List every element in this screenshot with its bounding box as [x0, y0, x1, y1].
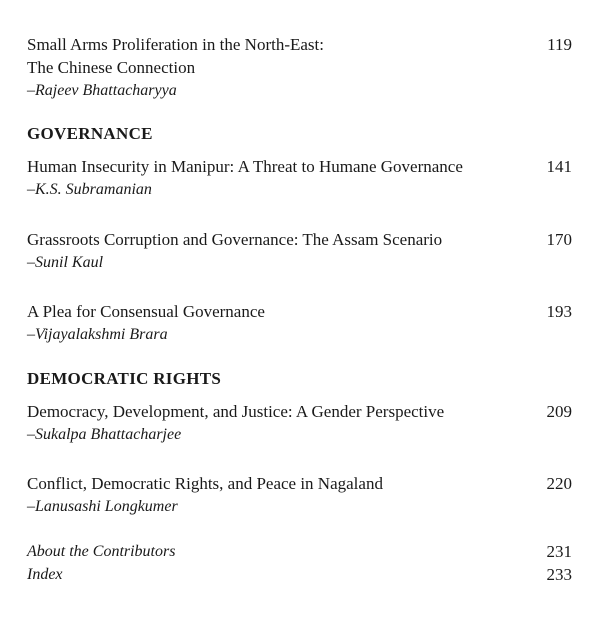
toc-entry-human-insecurity	[27, 155, 572, 201]
section-heading-democratic-rights: DEMOCRATIC RIGHTS	[27, 369, 222, 388]
backmatter-page-number: 233	[546, 565, 572, 584]
toc-entry-grassroots-corruption	[27, 228, 572, 274]
toc-entry-democracy-development	[27, 400, 572, 446]
backmatter-label: About the Contributors	[27, 543, 176, 560]
entry-title-line-1: Small Arms Proliferation in the North-East:	[27, 35, 324, 54]
entry-title: Conflict, Democratic Rights, and Peace in Nagaland	[27, 474, 383, 493]
section-heading-governance: GOVERNANCE	[27, 124, 153, 143]
entry-author: –Vijayalakshmi Brara	[27, 326, 168, 343]
backmatter-label: Index	[27, 566, 63, 583]
entry-author: –Sunil Kaul	[27, 254, 104, 271]
toc-entry-conflict-nagaland	[27, 472, 572, 518]
entry-title: Grassroots Corruption and Governance: The Assam Scenario	[27, 230, 443, 249]
entry-title-line-2: The Chinese Connection	[27, 58, 196, 77]
entry-page-number: 141	[546, 157, 572, 176]
backmatter-page-number: 231	[546, 542, 572, 561]
toc-entry-consensual-governance	[27, 300, 572, 346]
entry-title: Democracy, Development, and Justice: A Gender Perspective	[27, 402, 445, 421]
entry-author: –Sukalpa Bhattacharjee	[27, 426, 182, 443]
toc-entry-index	[27, 563, 572, 586]
entry-title: Human Insecurity in Manipur: A Threat to Humane Governance	[27, 157, 463, 176]
toc-entry-about-contributors	[27, 540, 572, 563]
entry-author: –Lanusashi Longkumer	[27, 498, 178, 515]
toc-entry-small-arms	[27, 33, 572, 102]
entry-title: A Plea for Consensual Governance	[27, 302, 265, 321]
entry-page-number: 119	[547, 35, 572, 54]
entry-page-number: 170	[546, 230, 572, 249]
entry-page-number: 220	[546, 474, 572, 493]
entry-page-number: 193	[546, 302, 572, 321]
entry-author: –Rajeev Bhattacharyya	[27, 82, 177, 99]
entry-author: –K.S. Subramanian	[27, 181, 152, 198]
entry-page-number: 209	[546, 402, 572, 421]
